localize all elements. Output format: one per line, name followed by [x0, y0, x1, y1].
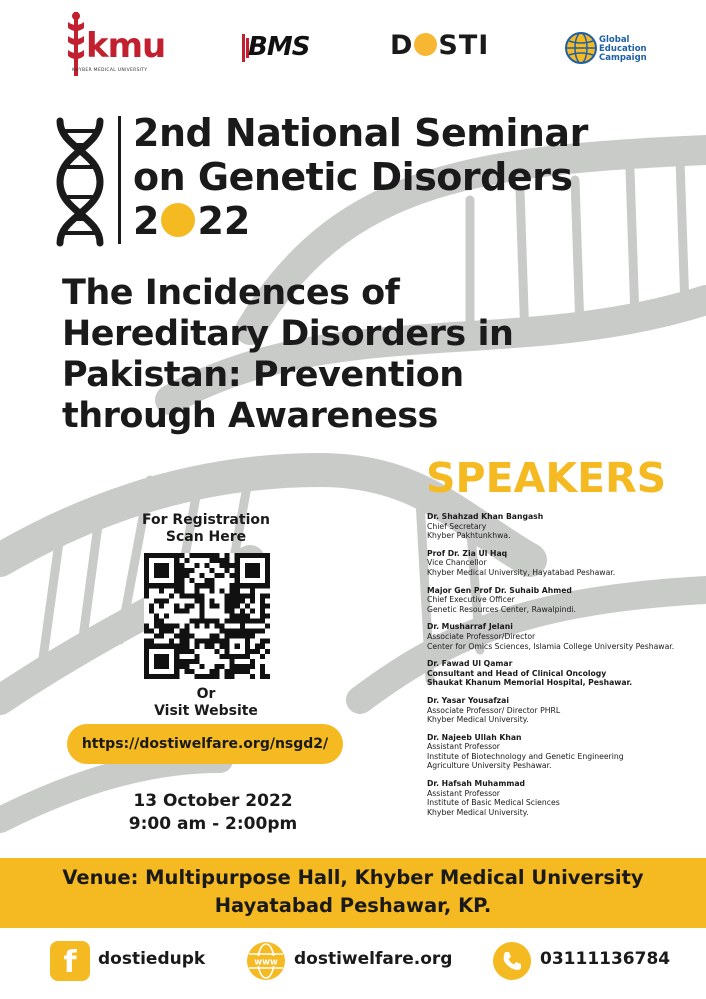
speaker-detail: Chief Secretary [427, 521, 487, 531]
facebook-contact[interactable] [50, 941, 230, 985]
speaker-detail: Consultant and Head of Clinical Oncology [427, 668, 607, 678]
speaker-detail: Associate Professor/Director [427, 631, 536, 641]
speaker-entry [427, 733, 702, 771]
speaker-detail: Agriculture University Peshawar. [427, 761, 552, 771]
registration-url-link[interactable]: https://dostiwelfare.org/nsgd2/ [67, 724, 343, 764]
year-dot [161, 203, 195, 237]
event-time: 9:00 am - 2:00pm [128, 814, 298, 834]
kmu-logo [62, 10, 166, 78]
www-globe-icon [246, 941, 286, 981]
speaker-detail: Khyber Medical University. [427, 807, 529, 817]
registration-heading: For Registration Scan Here [142, 512, 270, 545]
speaker-name: Major Gen Prof Dr. Suhaib Ahmed [427, 585, 572, 595]
bms-logo-text: BMS [248, 32, 310, 62]
title-divider [118, 116, 121, 244]
speaker-detail: Chief Executive Officer [427, 595, 515, 605]
phone-contact[interactable] [492, 941, 692, 985]
speaker-detail: Vice Chancellor [427, 558, 487, 568]
phone-icon [492, 941, 532, 981]
seminar-theme: The Incidences of Hereditary Disorders in Pakistan: Prevention through Awareness [62, 273, 514, 436]
dosti-logo-text: D STI [390, 30, 490, 61]
website-address: dostiwelfare.org [294, 949, 453, 969]
speaker-detail: Khyber Medical University. [427, 715, 529, 725]
speakers-heading: SPEAKERS [426, 454, 667, 502]
seminar-title: 2nd National Seminar on Genetic Disorders [133, 111, 588, 199]
dna-helix-icon [54, 117, 106, 247]
speaker-detail: Institute of Basic Medical Sciences [427, 798, 560, 808]
seminar-year: 2 22 [133, 199, 251, 243]
globe-icon [565, 32, 597, 64]
bms-logo [242, 30, 310, 66]
gec-logo-text: Global Education Campaign [599, 35, 647, 63]
speaker-entry [427, 622, 702, 651]
speaker-name: Prof Dr. Zia Ul Haq [427, 548, 508, 558]
speaker-detail: Center for Omics Sciences, Islamia College University Peshawar. [427, 641, 675, 651]
dosti-logo [390, 30, 490, 70]
kmu-logo-subtitle: KHYBER MEDICAL UNIVERSITY [72, 68, 148, 73]
speaker-detail: Khyber Pakhtunkhwa. [427, 531, 511, 541]
phone-number: 03111136784 [540, 949, 671, 969]
speaker-detail: Institute of Biotechnology and Genetic Engineering [427, 751, 624, 761]
website-contact[interactable] [246, 941, 486, 985]
speaker-entry [427, 696, 702, 725]
speaker-entry [427, 549, 702, 578]
global-education-campaign-logo [565, 32, 657, 72]
speaker-name: Dr. Musharraf Jelani [427, 622, 513, 632]
speaker-detail: Assistant Professor [427, 788, 500, 798]
event-date: 13 October 2022 [133, 791, 293, 811]
or-visit-text: Or Visit Website [154, 686, 258, 719]
speaker-entry [427, 779, 702, 817]
speaker-entry [427, 586, 702, 615]
speaker-name: Dr. Hafsah Muhammad [427, 779, 526, 789]
speaker-name: Dr. Fawad Ul Qamar [427, 659, 513, 669]
speaker-detail: Shaukat Khanum Memorial Hospital, Peshawar. [427, 678, 633, 688]
venue-text: Venue: Multipurpose Hall, Khyber Medical University Hayatabad Peshawar, KP. [62, 866, 644, 917]
svg-text:www: www [254, 957, 278, 968]
kmu-logo-text: kmu [86, 26, 166, 66]
speaker-name: Dr. Shahzad Khan Bangash [427, 512, 544, 521]
speaker-entry [427, 659, 702, 688]
speaker-detail: Genetic Resources Center, Rawalpindi. [427, 604, 576, 614]
kmu-emblem-icon [66, 12, 86, 76]
speaker-detail: Assistant Professor [427, 742, 500, 752]
speaker-detail: Khyber Medical University, Hayatabad Peshawar. [427, 567, 616, 577]
facebook-icon: f [50, 941, 90, 981]
event-datetime [118, 790, 308, 836]
speakers-list [427, 512, 702, 825]
dosti-logo-dot [414, 33, 437, 56]
speaker-name: Dr. Najeeb Ullah Khan [427, 732, 522, 742]
facebook-handle: dostiedupk [98, 949, 206, 969]
registration-qr-code[interactable] [144, 553, 270, 679]
speaker-name: Dr. Yasar Yousafzai [427, 695, 509, 705]
speaker-entry [427, 512, 702, 541]
speaker-detail: Associate Professor/ Director PHRL [427, 705, 561, 715]
